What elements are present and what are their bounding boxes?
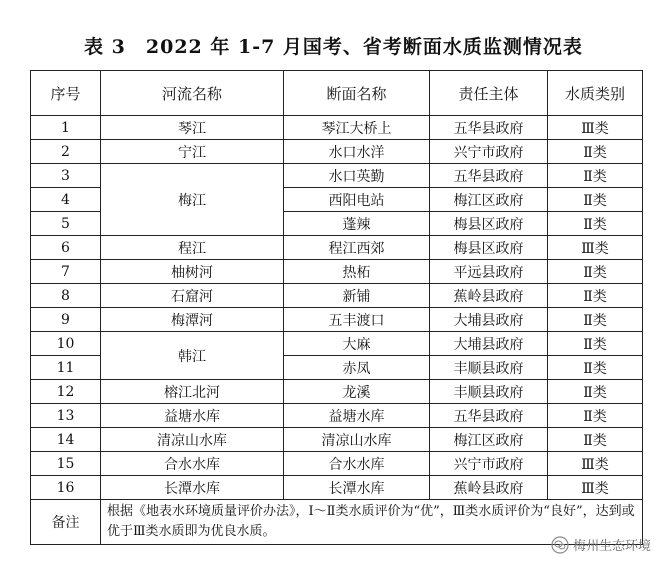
row-grade: Ⅲ类 [548, 476, 643, 500]
row-grade: Ⅱ类 [548, 380, 643, 404]
table-row [31, 260, 643, 284]
row-grade: Ⅱ类 [548, 212, 643, 236]
row-owner: 梅江区政府 [430, 428, 548, 452]
row-owner: 梅县区政府 [430, 236, 548, 260]
watermark-text: 梅州生态环境 [572, 539, 651, 554]
row-section: 新铺 [284, 284, 430, 308]
row-river: 清凉山水库 [101, 428, 284, 452]
row-owner: 五华县政府 [430, 164, 548, 188]
row-no: 1 [31, 116, 101, 140]
row-grade: Ⅱ类 [548, 140, 643, 164]
note-text: 根据《地表水环境质量评价办法》，Ⅰ～Ⅱ类水质评价为“优”，Ⅲ类水质评价为“良好”，达到或优于Ⅲ类水质即为优良水质。 [101, 500, 643, 545]
header-no: 序号 [31, 71, 101, 116]
row-grade: Ⅲ类 [548, 116, 643, 140]
watermark [551, 535, 651, 554]
water-quality-table [30, 70, 643, 545]
table-row [31, 380, 643, 404]
header-row [31, 71, 643, 116]
row-section: 大麻 [284, 332, 430, 356]
row-river: 柚树河 [101, 260, 284, 284]
row-section: 清凉山水库 [284, 428, 430, 452]
row-section: 长潭水库 [284, 476, 430, 500]
header-owner: 责任主体 [430, 71, 548, 116]
row-section: 龙溪 [284, 380, 430, 404]
row-grade: Ⅱ类 [548, 332, 643, 356]
row-owner: 大埔县政府 [430, 332, 548, 356]
row-owner: 丰顺县政府 [430, 380, 548, 404]
row-owner: 大埔县政府 [430, 308, 548, 332]
row-grade: Ⅱ类 [548, 188, 643, 212]
row-no: 10 [31, 332, 101, 356]
row-no: 6 [31, 236, 101, 260]
row-grade: Ⅱ类 [548, 164, 643, 188]
table-row [31, 284, 643, 308]
row-grade: Ⅱ类 [548, 356, 643, 380]
row-section: 五丰渡口 [284, 308, 430, 332]
row-no: 16 [31, 476, 101, 500]
row-grade: Ⅲ类 [548, 236, 643, 260]
row-owner: 蕉岭县政府 [430, 476, 548, 500]
row-river: 琴江 [101, 116, 284, 140]
row-owner: 梅县区政府 [430, 212, 548, 236]
header-section: 断面名称 [284, 71, 430, 116]
wechat-icon [551, 536, 569, 554]
header-grade: 水质类别 [548, 71, 643, 116]
row-no: 15 [31, 452, 101, 476]
row-section: 水口英勤 [284, 164, 430, 188]
row-section: 西阳电站 [284, 188, 430, 212]
row-river: 宁江 [101, 140, 284, 164]
row-owner: 蕉岭县政府 [430, 284, 548, 308]
row-grade: Ⅱ类 [548, 308, 643, 332]
row-grade: Ⅱ类 [548, 428, 643, 452]
row-owner: 兴宁市政府 [430, 140, 548, 164]
row-river: 梅江 [101, 164, 284, 236]
table-row [31, 140, 643, 164]
row-grade: Ⅲ类 [548, 452, 643, 476]
row-river: 益塘水库 [101, 404, 284, 428]
row-no: 8 [31, 284, 101, 308]
table-row [31, 332, 643, 356]
table-row [31, 116, 643, 140]
row-grade: Ⅱ类 [548, 260, 643, 284]
row-no: 3 [31, 164, 101, 188]
row-no: 2 [31, 140, 101, 164]
row-section: 热柘 [284, 260, 430, 284]
row-river: 合水水库 [101, 452, 284, 476]
row-river: 韩江 [101, 332, 284, 380]
row-section: 益塘水库 [284, 404, 430, 428]
table-row [31, 452, 643, 476]
row-section: 合水水库 [284, 452, 430, 476]
row-section: 程江西郊 [284, 236, 430, 260]
row-no: 14 [31, 428, 101, 452]
row-grade: Ⅱ类 [548, 284, 643, 308]
row-owner: 五华县政府 [430, 404, 548, 428]
row-river: 榕江北河 [101, 380, 284, 404]
table-row [31, 404, 643, 428]
table-row [31, 308, 643, 332]
table-row [31, 164, 643, 188]
row-section: 赤凤 [284, 356, 430, 380]
row-owner: 平远县政府 [430, 260, 548, 284]
table-row [31, 476, 643, 500]
row-section: 水口水洋 [284, 140, 430, 164]
row-owner: 兴宁市政府 [430, 452, 548, 476]
header-river: 河流名称 [101, 71, 284, 116]
row-no: 7 [31, 260, 101, 284]
table-title: 表 3 2022 年 1-7 月国考、省考断面水质监测情况表 [84, 36, 583, 58]
row-no: 9 [31, 308, 101, 332]
row-no: 12 [31, 380, 101, 404]
row-owner: 丰顺县政府 [430, 356, 548, 380]
row-grade: Ⅱ类 [548, 404, 643, 428]
row-no: 4 [31, 188, 101, 212]
row-river: 长潭水库 [101, 476, 284, 500]
table-row [31, 236, 643, 260]
note-label: 备注 [31, 500, 101, 545]
row-section: 琴江大桥上 [284, 116, 430, 140]
row-section: 蓬辣 [284, 212, 430, 236]
row-river: 程江 [101, 236, 284, 260]
row-no: 5 [31, 212, 101, 236]
table-row [31, 428, 643, 452]
row-owner: 梅江区政府 [430, 188, 548, 212]
row-no: 13 [31, 404, 101, 428]
row-no: 11 [31, 356, 101, 380]
row-river: 梅潭河 [101, 308, 284, 332]
row-river: 石窟河 [101, 284, 284, 308]
row-owner: 五华县政府 [430, 116, 548, 140]
